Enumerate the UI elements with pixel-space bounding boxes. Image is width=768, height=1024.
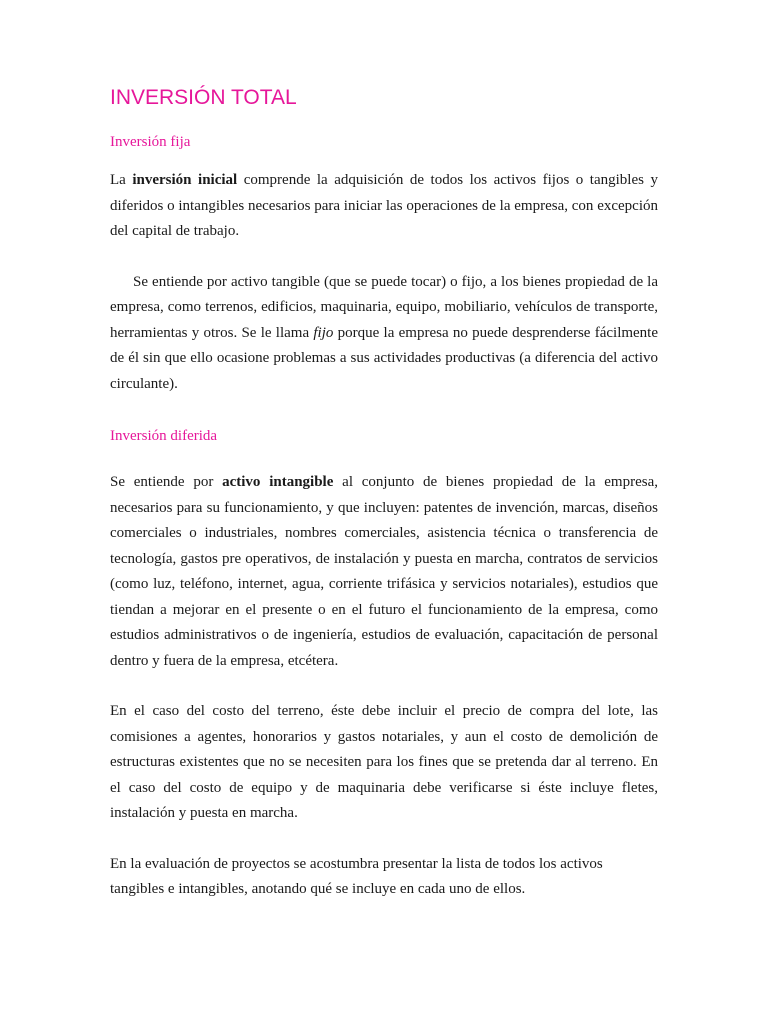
- bold-term: activo intangible: [222, 474, 334, 490]
- bold-term: inversión inicial: [132, 172, 238, 188]
- text-fragment: al conjunto de bienes propiedad de la empresa, necesarios para su funcionamiento, y que incluyen: patentes de invención, marcas, diseños comerciales o industriales, nombres comerciales, asistencia técnica o transferencia de tecnología, gastos pre operativos, de instalación y puesta en marcha, contratos de servicios (como luz, teléfono, internet, agua, corriente trifásica y servicios notariales), estudios que tiendan a mejorar en el presente o en el futuro el funcionamiento de la empresa, como estudios administrativos o de ingeniería, estudios de evaluación, capacitación de personal dentro y fuera de la empresa, etcétera.: [110, 474, 658, 669]
- paragraph-evaluacion-proyectos: En la evaluación de proyectos se acostumbra presentar la lista de todos los activos tangibles e intangibles, anotando qué se incluye en cada uno de ellos.: [110, 855, 603, 897]
- section-heading-inversion-diferida: Inversión diferida: [110, 428, 218, 444]
- text-fragment: Se entiende por: [110, 474, 223, 490]
- paragraph-inversion-inicial: [110, 168, 658, 245]
- italic-term: fijo: [313, 324, 334, 341]
- text-fragment: comprende la adquisición de todos los activos fijos o tangibles y diferidos o intangibles necesarios para iniciar las operaciones de la empresa, con excepción del capital de trabajo.: [110, 172, 658, 239]
- page-title: INVERSIÓN TOTAL: [110, 86, 297, 109]
- text-fragment: Se entiende por activo tangible (que se puede tocar) o fijo, a los bienes propiedad de la empresa, como terrenos, edificios, maquinaria, equipo, mobiliario, vehículos de transporte, herramientas y otros. Se le llama: [110, 273, 658, 341]
- paragraph-costo-terreno: En el caso del costo del terreno, éste debe incluir el precio de compra del lote, las comisiones a agentes, honorarios y gastos notariales, y aun el costo de demolición de estructuras existentes que no se necesiten para los fines que se pretenda dar al terreno. En el caso del costo de equipo y de maquinaria debe verificarse si éste incluye fletes, instalación y puesta en marcha.: [110, 703, 658, 821]
- paragraph-activo-tangible: [110, 270, 658, 398]
- paragraph-activo-intangible: [110, 470, 658, 674]
- text-fragment: porque la empresa no puede desprenderse fácilmente de él sin que ello ocasione problemas a sus actividades productivas (a diferencia del activo circulante).: [110, 324, 659, 392]
- section-heading-inversion-fija: Inversión fija: [110, 134, 191, 150]
- text-fragment: La: [110, 172, 133, 188]
